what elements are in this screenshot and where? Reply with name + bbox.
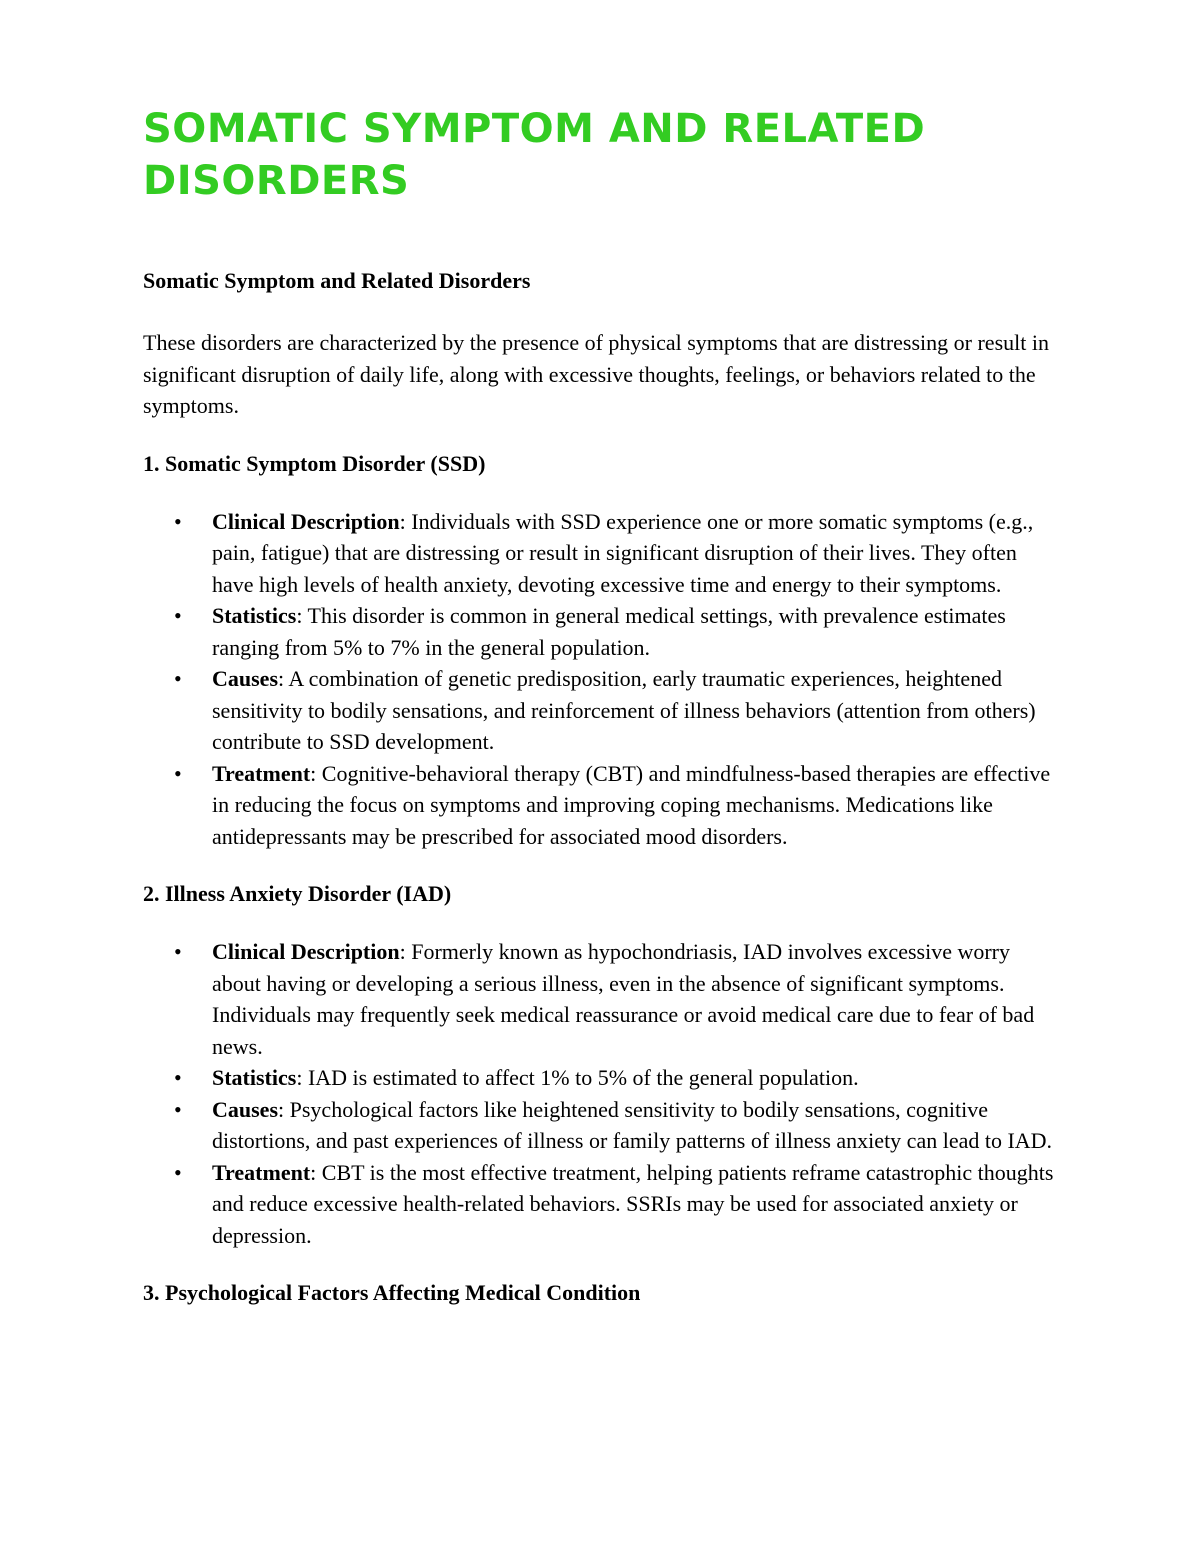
bullet-icon: • xyxy=(174,1159,182,1185)
section-heading-iad: 2. Illness Anxiety Disorder (IAD) xyxy=(143,881,452,906)
list-item xyxy=(143,506,1063,601)
bullet-icon: • xyxy=(174,760,182,786)
bullet-icon: • xyxy=(174,508,182,534)
bullet-list-iad xyxy=(143,936,1063,1251)
item-term: Statistics xyxy=(212,1065,297,1090)
item-term: Treatment xyxy=(212,760,311,786)
bullet-icon: • xyxy=(174,1065,182,1090)
item-term: Causes xyxy=(212,1096,279,1122)
bullet-icon: • xyxy=(174,1096,182,1122)
item-term: Clinical Description xyxy=(212,939,400,964)
item-term: Treatment xyxy=(212,1159,311,1185)
document-title: SOMATIC SYMPTOM AND RELATED DISORDERS xyxy=(143,106,926,204)
bullet-list-ssd xyxy=(143,506,1063,853)
bullet-icon: • xyxy=(174,603,182,628)
item-text: : A combination of genetic predisposition, early traumatic experiences, heightened sensitivity to bodily sensations, and reinforcement of illness behaviors (attention from others) contribute to SSD development. xyxy=(212,666,1036,754)
item-text: : This disorder is common in general medical settings, with prevalence estimates ranging from 5% to 7% in the general population. xyxy=(212,603,1006,660)
item-term: Clinical Description xyxy=(212,508,400,534)
section-heading-ssd: 1. Somatic Symptom Disorder (SSD) xyxy=(143,450,486,476)
bullet-icon: • xyxy=(174,666,182,691)
item-text: : Psychological factors like heightened sensitivity to bodily sensations, cognitive distortions, and past experiences of illness or family patterns of illness anxiety can lead to IAD. xyxy=(212,1096,1053,1153)
item-text: : CBT is the most effective treatment, helping patients reframe catastrophic thoughts and reduce excessive health-related behaviors. SSRIs may be used for associated anxiety or depression. xyxy=(212,1159,1054,1248)
item-text: : Individuals with SSD experience one or more somatic symptoms (e.g., pain, fatigue) that are distressing or result in significant disruption of their lives. They often have high levels of health anxiety, devoting excessive time and energy to their symptoms. xyxy=(212,508,1034,597)
item-text: : Formerly known as hypochondriasis, IAD involves excessive worry about having or developing a serious illness, even in the absence of significant symptoms. Individuals may frequently seek medical reassurance or avoid medical care due to fear of bad news. xyxy=(212,939,1035,1059)
list-item xyxy=(143,758,1063,853)
item-text: : Cognitive-behavioral therapy (CBT) and mindfulness-based therapies are effective in reducing the focus on symptoms and improving coping mechanisms. Medications like antidepressants may be prescribed for associated mood disorders. xyxy=(212,760,1051,849)
intro-paragraph: These disorders are characterized by the presence of physical symptoms that are distressing or result in significant disruption of daily life, along with excessive thoughts, feelings, or behaviors related to the symptoms. xyxy=(143,330,1049,418)
item-term: Causes xyxy=(212,666,279,691)
subheading: Somatic Symptom and Related Disorders xyxy=(143,268,531,293)
list-item xyxy=(143,1062,1063,1094)
list-item xyxy=(143,1094,1063,1157)
list-item xyxy=(143,600,1063,663)
list-item xyxy=(143,936,1063,1062)
document-page xyxy=(143,103,1063,1335)
item-term: Statistics xyxy=(212,603,297,628)
item-text: : IAD is estimated to affect 1% to 5% of the general population. xyxy=(296,1065,859,1090)
list-item xyxy=(143,663,1063,758)
section-heading-psychological-factors: 3. Psychological Factors Affecting Medical Condition xyxy=(143,1280,641,1305)
bullet-icon: • xyxy=(174,939,182,964)
list-item xyxy=(143,1157,1063,1252)
